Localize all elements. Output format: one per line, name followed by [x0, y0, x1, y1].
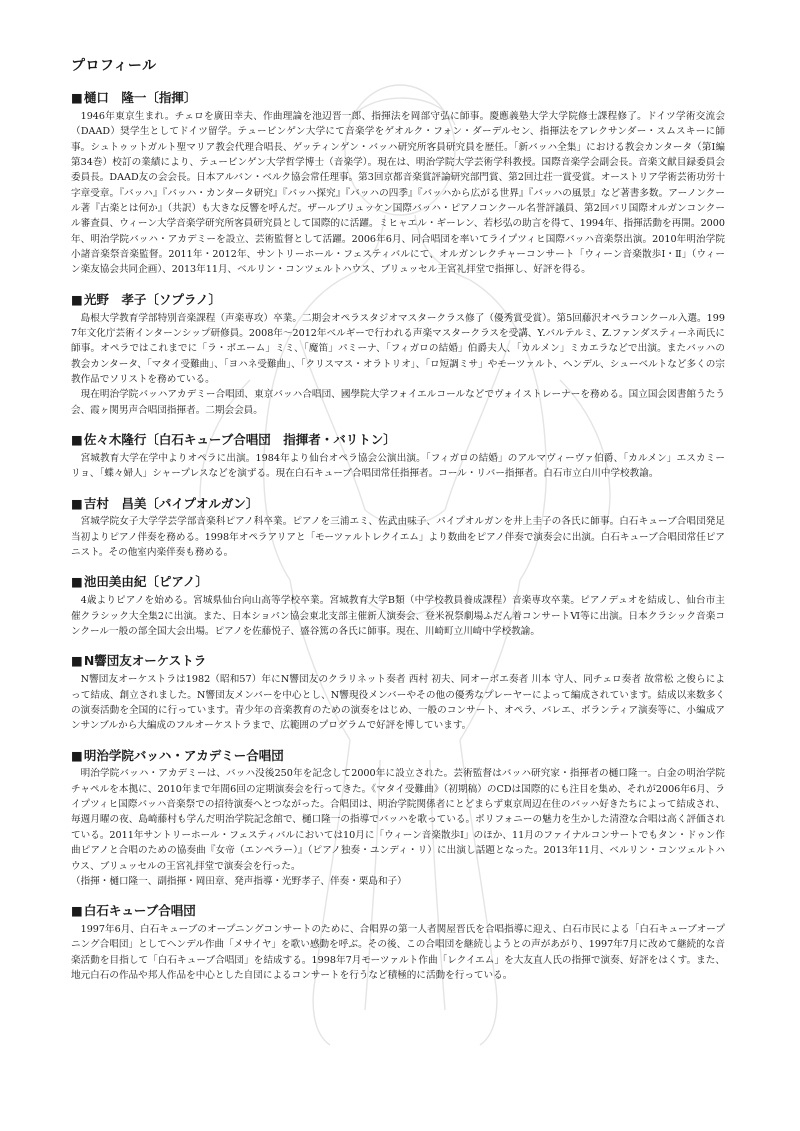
- section-heading-text: 池田美由紀〔ピアノ〕: [83, 574, 208, 590]
- profile-section-shiroishi-choir: [71, 903, 725, 983]
- section-paragraph: 現在明治学院バッハアカデミー合唱団、東京バッハ合唱団、國學院大学フォイエルコールなどでヴォイストレーナーを務める。国立国会図書館うたう会、霞ヶ関男声合唱団指揮者。二期会会員。: [71, 389, 725, 416]
- section-heading: [71, 653, 725, 670]
- profile-section-sasaki: [71, 432, 725, 482]
- section-heading-text: 佐々木隆行〔白石キューブ合唱団 指揮者・バリトン〕: [83, 431, 396, 447]
- heading-square-mark: ■: [71, 653, 83, 669]
- profile-section-ikeda: [71, 574, 725, 639]
- page-title: プロフィール: [71, 58, 157, 74]
- section-paragraph: 1997年6月、白石キューブのオープニングコンサートのために、合唱界の第一人者関屋晋氏を合唱指導に迎え、白石市民による「白石キューブオープニング合唱団」としてヘンデル作曲「メサイヤ」を歌い感動を呼ぶ。その後、この合唱団を継続しようとの声があがり、1997年7月に改めて継続的な音楽活動を目指して「白石キューブ合唱団」を結成する。1998年7月モーツァルト作曲「レクイエム」を大友直人氏の指揮で演奏、好評をはくす。また、地元白石の作品や邦人作品を中心とした自団によるコンサートを行うなど積極的に活動を行っている。: [71, 924, 725, 982]
- profile-section-higuchi: [71, 90, 725, 278]
- heading-square-mark: ■: [71, 291, 83, 307]
- section-heading: [71, 574, 725, 591]
- section-heading-text: 光野 孝子〔ソプラノ〕: [83, 291, 221, 307]
- heading-square-mark: ■: [71, 747, 83, 763]
- section-heading-text: 明治学院バッハ・アカデミー合唱団: [83, 747, 284, 763]
- section-heading-text: 白石キューブ合唱団: [83, 903, 196, 919]
- profile-section-nhk-orchestra: [71, 653, 725, 733]
- section-heading: [71, 903, 725, 920]
- section-heading: [71, 90, 725, 107]
- heading-square-mark: ■: [71, 574, 83, 590]
- section-paragraph: 4歳よりピアノを始める。宮城県仙台向山高等学校卒業。宮城教育大学B類（中学校教員養成課程）音楽専攻卒業。ピアノデュオを結成し、仙台市主催クラシック大全集2に出演。また、日本ショパン協会東北支部主催新人演奏会、登米祝祭劇場ふだん着コンサートⅥ等に出演。日本クラシック音楽コンクール一般の部全国大会出場。ピアノを佐藤悦子、盛谷篤の各氏に師事。現在、川崎町立川崎中学校教諭。: [71, 595, 725, 637]
- section-heading: [71, 496, 725, 513]
- heading-square-mark: ■: [71, 90, 83, 105]
- section-paragraph: 明治学院バッハ・アカデミーは、バッハ没後250年を記念して2000年に設立された。芸術監督はバッハ研究家・指揮者の樋口隆一。白金の明治学院チャペルを本拠に、2010年まで年間6回の定期演奏会を行ってきた。《マタイ受難曲》（初期稿）のCDは国際的にも注目を集め、それが2006年6月、ライプツィヒ国際バッハ音楽祭での招待演奏へとつながった。合唱団は、明治学院関係者にとどまらず東京周辺在住のバッハ好きたちによって結成され、毎週月曜の夜、島崎藤村も学んだ明治学院記念館で、樋口隆一の指導でバッハを歌っている。ポリフォニーの魅力を生かした清澄な合唱は高く評価されている。2011年サントリーホール・フェスティバルにおいては10月に「ウィーン音楽散歩Ⅰ」のほか、11月のファイナルコンサートでもタン・ドゥン作曲ピアノと合唱のための協奏曲『女帝（エンペラー）』（ピアノ独奏・ユンディ・リ）に出演し話題となった。2013年11月、ベルリン・コンツェルトハウス、ブリュッセルの王宮礼拝堂で演奏会を行った。: [71, 768, 725, 872]
- section-paragraph: 宮城教育大学在学中よりオペラに出演。1984年より仙台オペラ協会公演出演。「フィガロの結婚」のアルマヴィーヴァ伯爵、「カルメン」エスカミーリョ、「蝶々婦人」シャープレスなどを演ずる。現在白石キューブ合唱団常任指揮者。コール・リバー指揮者。白石市立白川中学校教諭。: [71, 452, 725, 480]
- section-paragraph: 1946年東京生まれ。チェロを廣田幸夫、作曲理論を池辺晋一郎、指揮法を岡部守弘に師事。慶應義塾大学大学院修士課程修了。ドイツ学術交流会（DAAD）奨学生としてドイツ留学。テュービンゲン大学にて音楽学をゲオルク・フォン・ダーデルセン、指揮法をアレクサンダー・スムスキーに師事。シュトゥットガルト聖マリア教会代理合唱長、ゲッティンゲン・バッハ研究所客員研究員を歴任。「新バッハ全集」における教会カンタータ（第Ⅰ編第34巻）校訂の業績により、テュービンゲン大学哲学博士（音楽学）。現在は、明治学院大学芸術学科教授。国際音楽学会副会長。音楽文献目録委員会委員長。DAAD友の会会長。日本アルバン・ベルク協会常任理事。第3回京都音楽賞評論研究部門賞、第2回辻荘一賞受賞。オーストリア学術芸術功労十字章受章。『バッハ』『バッハ・カンタータ研究』『バッハ探究』『バッハの四季』『バッハから広がる世界』『バッハの風景』など著書多数。アーノンクール著『古楽とは何か』（共訳）も大きな反響を呼んだ。ザールブリュッケン国際バッハ・ピアノコンクール名誉評議員、第2回パリ国際オルガンコンクール審査員、ウィーン大学音楽学研究所客員研究員として国際的に活躍。ミヒャエル・ギーレン、若杉弘の助言を得て、1994年、指揮活動を再開。2000年、明治学院バッハ・アカデミーを設立、芸術監督として活躍。2006年6月、同合唱団を率いてライプツィヒ国際バッハ音楽祭出演。2010年明治学院小諸音楽祭音楽監督。2011年・2012年、サントリーホール・フェスティバルにて、オルガンレクチャーコンサート「ウィーン音楽散歩Ⅰ・Ⅱ」（ウィーン楽友協会共同企画）、2013年11月、ベルリン・コンツェルトハウス、ブリュッセル王宮礼拝堂で指揮し、好評を得る。: [71, 110, 725, 276]
- section-heading-text: 吉村 昌美〔パイプオルガン〕: [83, 495, 259, 511]
- section-note: （指揮・樋口隆一、副指揮・岡田章、発声指導・光野孝子、伴奏・栗島和子）: [71, 875, 407, 887]
- section-paragraph: N響団友オーケストラは1982（昭和57）年にN響団友のクラリネット奏者 西村 初夫、同オーボエ奏者 川本 守人、同チェロ奏者 故常松 之俊らによって結成、創立されました。N響団友メンバーを中心とし、N響現役メンバーやその他の優秀なプレーヤーによって編成されています。結成以来数多くの演奏活動を全国的に行っています。青少年の音楽教育のための演奏をはじめ、一般のコンサート、オペラ、バレエ、ボランティア演奏等に、小編成アンサンブルから大編成のフルオーケストラまで、広範囲のプログラムで好評を博しています。: [71, 674, 726, 732]
- profile-document: [71, 55, 725, 997]
- profile-section-bach-academy: [71, 748, 725, 890]
- section-heading: [71, 748, 725, 765]
- heading-square-mark: ■: [71, 903, 83, 919]
- section-paragraph: 島根大学教育学部特別音楽課程（声楽専攻）卒業。二期会オペラスタジオマスタークラス修了（優秀賞受賞）。第5回藤沢オペラコンクール入選。1997年文化庁芸術インターンシップ研修員。2008年～2012年ベルギーで行われる声楽マスタークラスを受講、Y.バルテルミ、Z.ファンダスティーネ両氏に師事。オペラではこれまでに「ラ・ボエーム」ミミ、「魔笛」パミーナ、「フィガロの結婚」伯爵夫人、「カルメン」ミカエラなどで出演。またバッハの教会カンタータ、「マタイ受難曲」、「ヨハネ受難曲」、「クリスマス・オラトリオ」、「ロ短調ミサ」やモーツァルト、ヘンデル、シューベルトなど多くの宗教作品でソリストを務めている。: [71, 312, 725, 385]
- profile-section-yoshimura: [71, 496, 725, 561]
- section-heading-text: 樋口 隆一〔指揮〕: [83, 90, 197, 105]
- heading-square-mark: ■: [71, 495, 83, 511]
- profile-section-mitsuno: [71, 292, 725, 418]
- section-heading: [71, 292, 725, 309]
- section-heading: [71, 432, 725, 449]
- section-heading-text: N響団友オーケストラ: [83, 653, 207, 669]
- heading-square-mark: ■: [71, 431, 83, 447]
- section-paragraph: 宮城学院女子大学学芸学部音楽科ピアノ科卒業。ピアノを三浦エミ、佐武由味子、パイプオルガンを井上圭子の各氏に師事。白石キューブ合唱団発足当初よりピアノ伴奏を務める。1998年オペラアリアと「モーツァルトレクイエム」より数曲をピアノ伴奏で演奏会に出演。白石キューブ合唱団常任ピアニスト。その他室内楽伴奏も務める。: [71, 516, 725, 559]
